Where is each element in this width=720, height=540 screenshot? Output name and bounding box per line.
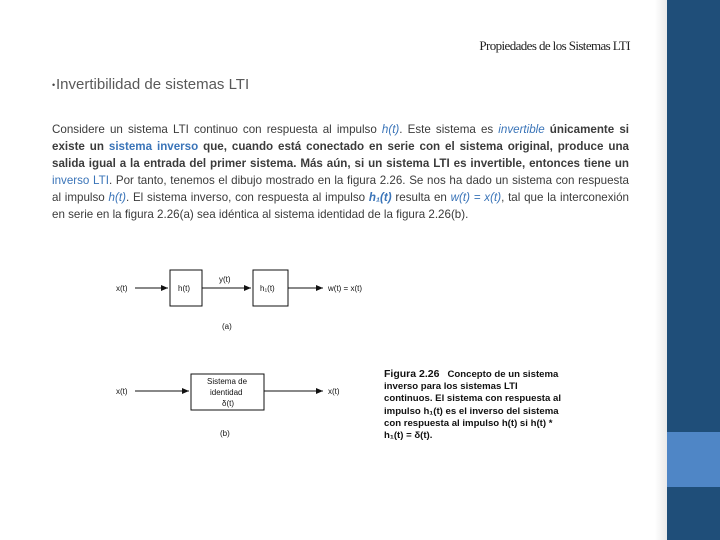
- figure-caption: [384, 368, 564, 442]
- diagram-b-box-line-2: identidad: [210, 388, 243, 397]
- para-term-h-t: h(t): [381, 123, 400, 136]
- para-text-8: , tal que la interconexión en serie en la figura 2.26(a) sea idéntica al sistema identidad de la figura 2.26(b).: [52, 191, 629, 221]
- diagram-a-output-label: w(t) = x(t): [328, 284, 362, 293]
- para-term-inverso-lti: inverso LTI: [52, 174, 109, 187]
- para-text-3: únicamente si existe un: [52, 123, 629, 153]
- para-term-invertible: invertible: [498, 123, 545, 136]
- figure-caption-text: Concepto de un sistema inverso para los sistemas LTI continuos. El sistema con respuesta al impulso h₁(t) es el inverso del sistema con respuesta al impulso h(t) si h(t) * h₁(t) = δ(t).: [384, 369, 562, 442]
- diagram-a-box-h1-label: h₁(t): [260, 284, 275, 293]
- para-term-h-t-2: h(t): [108, 191, 126, 204]
- para-term-sistema-inverso: sistema inverso: [108, 140, 199, 153]
- diagram-b-box-line-3: δ(t): [222, 399, 235, 408]
- para-text-2: . Este sistema es: [399, 123, 499, 136]
- diagram-b-input-label: x(t): [116, 387, 128, 396]
- para-term-w-equals-x: w(t) = x(t): [450, 191, 502, 204]
- diagram-b-caption: (b): [220, 429, 230, 438]
- para-text-7: resulta en: [391, 191, 451, 204]
- para-text-4: que, cuando está conectado en serie con el sistema original, produce una salida igual a la entrada del primer sistema. Más aún, si un sistema LTI es invertible, entonces tiene un: [52, 140, 629, 170]
- para-text-1: Considere un sistema LTI continuo con respuesta al impulso: [52, 123, 382, 136]
- diagram-a: [116, 270, 362, 331]
- diagram-a-mid-label: y(t): [219, 275, 231, 284]
- para-text-6: . El sistema inverso, con respuesta al impulso: [125, 191, 369, 204]
- diagram-a-input-label: x(t): [116, 284, 128, 293]
- slide-header-title: Propiedades de los Sistemas LTI: [479, 38, 630, 53]
- figure-caption-number: Figura 2.26: [384, 368, 440, 380]
- diagram-a-box-h-label: h(t): [178, 284, 190, 293]
- slide-heading: Invertibilidad de sistemas LTI: [56, 76, 250, 93]
- diagram-b: [116, 374, 340, 438]
- diagram-a-caption: (a): [222, 322, 232, 331]
- heading-bullet: •: [52, 80, 56, 90]
- diagram-b-output-label: x(t): [328, 387, 340, 396]
- diagram-b-box-line-1: Sistema de: [207, 377, 248, 386]
- para-text-5: . Por tanto, tenemos el dibujo mostrado en la figura 2.26. Se nos ha dado un sistema con respuesta al impulso: [52, 174, 629, 204]
- para-term-h1-t: h₁(t): [368, 191, 392, 204]
